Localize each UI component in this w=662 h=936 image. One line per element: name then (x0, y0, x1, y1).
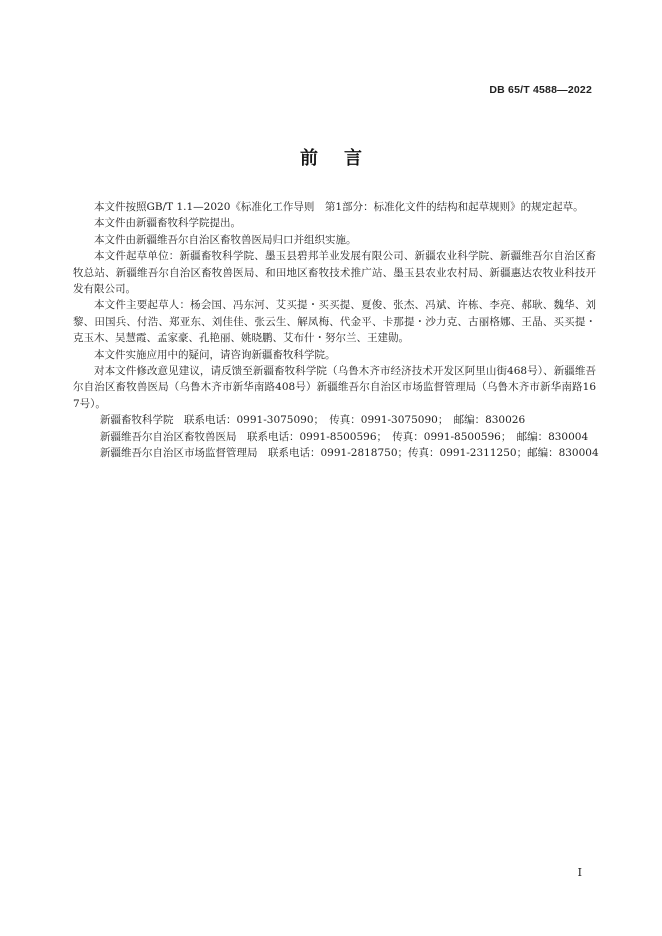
paragraph-drafting-units: 本文件起草单位：新疆畜牧科学院、墨玉县碧邦羊业发展有限公司、新疆农业科学院、新疆维吾尔自治区畜牧总站、新疆维吾尔自治区畜牧兽医局、和田地区畜牧技术推广站、墨玉县农业农村局、新疆惠达农牧业科技开发有限公司。 (73, 250, 596, 296)
paragraph-proposer: 本文件由新疆畜牧科学院提出。 (94, 217, 241, 230)
paragraph-feedback: 对本文件修改意见建议，请反馈至新疆畜牧科学院（乌鲁木齐市经济技术开发区阿里山街468号）、新疆维吾尔自治区畜牧兽医局（乌鲁木齐市新华南路408号）新疆维吾尔自治区市场监督管理局（乌鲁木齐市新华南路167号）。 (73, 365, 596, 410)
contact-line-market-supervision-bureau: 新疆维吾尔自治区市场监督管理局 联系电话：0991-2818750；传真：0991-2311250；邮编：830004 (100, 447, 599, 460)
page-number: I (577, 866, 582, 879)
document-code: DB 65/T 4588—2022 (489, 84, 592, 96)
foreword-body (73, 199, 599, 462)
paragraph-administrator: 本文件由新疆维吾尔自治区畜牧兽医局归口并组织实施。 (94, 233, 357, 246)
page-title: 前言 (300, 148, 388, 169)
paragraph-inquiries: 本文件实施应用中的疑问，请咨询新疆畜牧科学院。 (94, 348, 336, 361)
paragraph-main-drafters: 本文件主要起草人：杨会国、冯东河、艾买提・买买提、夏俊、张杰、冯斌、许栋、李亮、郝耿、魏华、刘黎、田国兵、付浩、郑亚东、刘佳佳、张云生、解凤梅、代金平、卡那提・沙力克、古丽格娜、王晶、买买提・克玉木、吴慧霞、孟家豪、孔艳丽、姚晓鹏、艾布什・努尔兰、王建勋。 (73, 299, 596, 345)
paragraph-drafting-basis: 本文件按照GB/T 1.1—2020《标准化工作导则 第1部分：标准化文件的结构和起草规则》的规定起草。 (94, 201, 584, 213)
contact-line-animal-husbandry-bureau: 新疆维吾尔自治区畜牧兽医局 联系电话：0991-8500596； 传真：0991-8500596； 邮编：830004 (100, 430, 589, 443)
contact-line-academy: 新疆畜牧科学院 联系电话：0991-3075090； 传真：0991-3075090； 邮编：830026 (100, 414, 526, 427)
